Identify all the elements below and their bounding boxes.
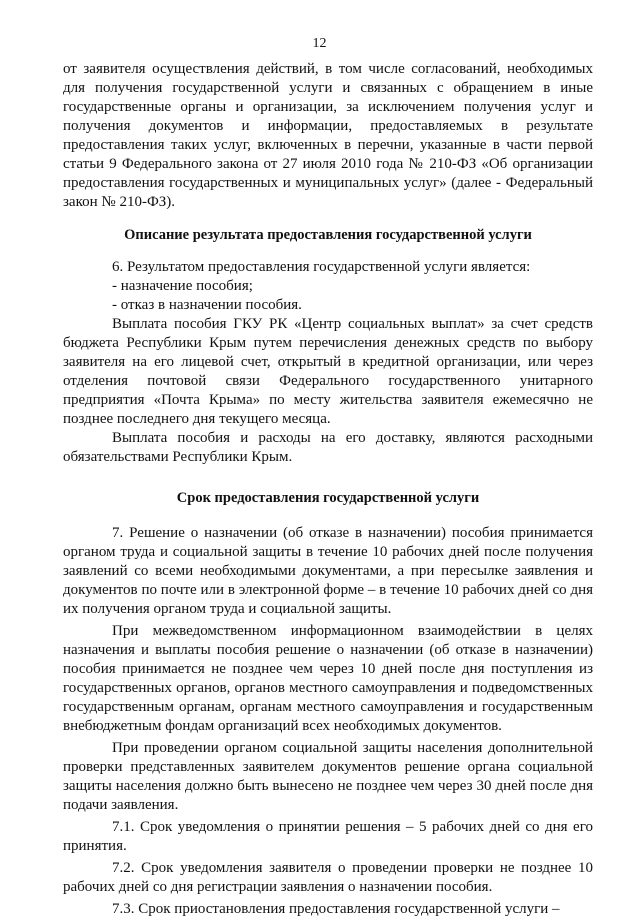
term-paragraph-7-2: 7.2. Срок уведомления заявителя о проведении проверки не позднее 10 рабочих дней со дня регистрации заявления о назначении пособия.	[63, 860, 593, 895]
term-paragraph-interagency: При межведомственном информационном взаимодействии в целях назначения и выплаты пособия решение о назначении (об отказе в назначении) пособия принимается не позднее чем через 10 дней после дня поступления из государственных органов, органов местного самоуправления и подведомственных государственным органам, органам местного самоуправления и государственным внебюджетным фондам организаций всех необходимых документов.	[63, 623, 593, 734]
result-paragraph-expenses: Выплата пособия и расходы на его доставку, являются расходными обязательствами Республики Крым.	[63, 430, 593, 465]
page-number: 12	[312, 36, 327, 51]
result-item-refusal: - отказ в назначении пособия.	[112, 297, 302, 313]
term-paragraph-verification: При проведении органом социальной защиты населения дополнительной проверки представленных заявителем документов решение органа социальной защиты населения должно быть вынесено не позднее чем через 30 дней после дня подачи заявления.	[63, 740, 593, 813]
document-body	[63, 60, 593, 919]
term-paragraph-7-1: 7.1. Срок уведомления о принятии решения – 5 рабочих дней со дня его принятия.	[63, 819, 593, 854]
intro-paragraph: от заявителя осуществления действий, в том числе согласований, необходимых для получения государственной услуги и связанных с обращением в иные государственные органы и организации, за исключением получения услуг и получения документов и информации, предоставляемых в результате предоставления таких услуг, включенных в перечни, указанные в части первой статьи 9 Федерального закона от 27 июля 2010 года № 210-ФЗ «Об организации предоставления государственных и муниципальных услуг» (далее - Федеральный закон № 210-ФЗ).	[63, 61, 593, 210]
term-paragraph-decision: 7. Решение о назначении (об отказе в назначении) пособия принимается органом труда и социальной защиты в течение 10 рабочих дней после получения заявлений со всеми необходимыми документами, а при пересылке заявления и документов по почте или в электронной форме – в течение 10 рабочих дней со дня их получения органом труда и социальной защиты.	[63, 525, 593, 617]
result-item-grant: - назначение пособия;	[112, 278, 253, 294]
term-section-heading: Срок предоставления государственной услуги	[176, 490, 480, 506]
result-paragraph-payment: Выплата пособия ГКУ РК «Центр социальных выплат» за счет средств бюджета Республики Крым путем перечисления денежных средств по выбору заявителя на его лицевой счет, открытый в кредитной организации, или через отделения почтовой связи Федерального государственного унитарного предприятия «Почта Крыма» по месту жительства заявителя ежемесячно не позднее последнего дня текущего месяца.	[63, 316, 593, 427]
result-section-heading: Описание результата предоставления государственной услуги	[124, 227, 532, 243]
result-lead: 6. Результатом предоставления государственной услуги является:	[112, 259, 531, 275]
term-paragraph-7-3: 7.3. Срок приостановления предоставления государственной услуги –	[112, 901, 560, 917]
